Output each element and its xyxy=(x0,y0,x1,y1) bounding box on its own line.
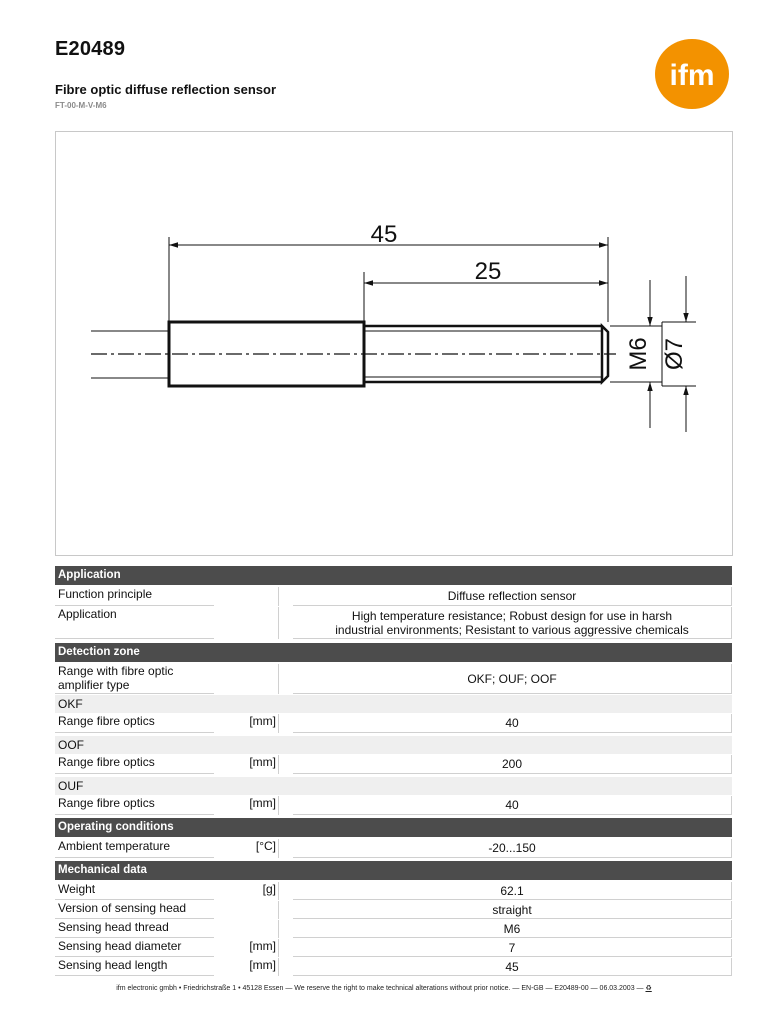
row-label: Sensing head thread xyxy=(55,920,246,938)
table-row xyxy=(55,839,732,858)
part-number: E20489 xyxy=(55,38,126,60)
recycle-icon: ♻ xyxy=(645,985,652,992)
row-unit xyxy=(246,587,279,606)
row-unit: [mm] xyxy=(246,958,279,976)
row-unit xyxy=(246,607,279,639)
row-label: Range fibre optics xyxy=(55,714,246,733)
table-row xyxy=(55,901,732,919)
row-value: M6 xyxy=(293,920,732,938)
row-label: Sensing head length xyxy=(55,958,246,976)
footer xyxy=(0,984,768,992)
row-value: OKF; OUF; OOF xyxy=(293,664,732,694)
row-value: 200 xyxy=(293,755,732,774)
row-label: Application xyxy=(55,607,246,639)
row-label: Function principle xyxy=(55,587,246,606)
section-header-application: Application xyxy=(55,566,732,585)
row-unit: [°C] xyxy=(246,839,279,858)
table-row xyxy=(55,714,732,733)
row-label: Range with fibre optic amplifier type xyxy=(55,664,246,694)
subheader-oof: OOF xyxy=(55,736,732,754)
table-row xyxy=(55,958,732,976)
table-row xyxy=(55,587,732,606)
dim-thread-length-label: 25 xyxy=(474,258,502,285)
row-value: 62.1 xyxy=(293,882,732,900)
logo-text: ifm xyxy=(669,59,715,92)
row-unit: [mm] xyxy=(246,796,279,815)
row-unit xyxy=(246,901,279,919)
table-row xyxy=(55,607,732,639)
dimension-drawing xyxy=(56,132,732,555)
row-label: Range fibre optics xyxy=(55,796,246,815)
table-row xyxy=(55,882,732,900)
row-value: 7 xyxy=(293,939,732,957)
ifm-logo xyxy=(654,38,730,110)
table-row xyxy=(55,796,732,815)
dim-diameter-label: Ø7 xyxy=(661,337,688,371)
row-value: 40 xyxy=(293,796,732,815)
row-value: High temperature resistance; Robust design for use in harsh industrial environments; Resistant to various aggressive chemicals xyxy=(293,607,732,639)
row-unit: [mm] xyxy=(246,939,279,957)
row-unit xyxy=(246,664,279,694)
dim-total-label: 45 xyxy=(370,221,398,248)
footer-text: ifm electronic gmbh • Friedrichstraße 1 • 45128 Essen — We reserve the right to make technical alterations without prior notice. — EN-GB — E20489-00 — 06.03.2003 — xyxy=(116,985,644,992)
table-row xyxy=(55,920,732,938)
row-value: -20...150 xyxy=(293,839,732,858)
section-header-operating-conditions: Operating conditions xyxy=(55,818,732,837)
dim-thread-label: M6 xyxy=(625,337,652,371)
table-row xyxy=(55,939,732,957)
row-unit: [g] xyxy=(246,882,279,900)
section-header-mechanical-data: Mechanical data xyxy=(55,861,732,880)
row-unit: [mm] xyxy=(246,714,279,733)
table-row xyxy=(55,755,732,774)
subheader-ouf: OUF xyxy=(55,777,732,795)
row-label: Weight xyxy=(55,882,246,900)
row-unit xyxy=(246,920,279,938)
row-label: Version of sensing head xyxy=(55,901,246,919)
product-code: FT-00-M-V-M6 xyxy=(55,101,107,110)
subheader-okf: OKF xyxy=(55,695,732,713)
product-title: Fibre optic diffuse reflection sensor xyxy=(55,82,277,97)
table-row xyxy=(55,664,732,694)
technical-drawing xyxy=(55,131,733,556)
row-value: 40 xyxy=(293,714,732,733)
row-label: Range fibre optics xyxy=(55,755,246,774)
row-value: straight xyxy=(293,901,732,919)
ifm-logo-icon xyxy=(654,38,730,110)
section-header-detection-zone: Detection zone xyxy=(55,643,732,662)
row-value: 45 xyxy=(293,958,732,976)
row-unit: [mm] xyxy=(246,755,279,774)
row-label: Ambient temperature xyxy=(55,839,246,858)
row-label: Sensing head diameter xyxy=(55,939,246,957)
spec-table xyxy=(55,566,732,977)
row-value: Diffuse reflection sensor xyxy=(293,587,732,606)
